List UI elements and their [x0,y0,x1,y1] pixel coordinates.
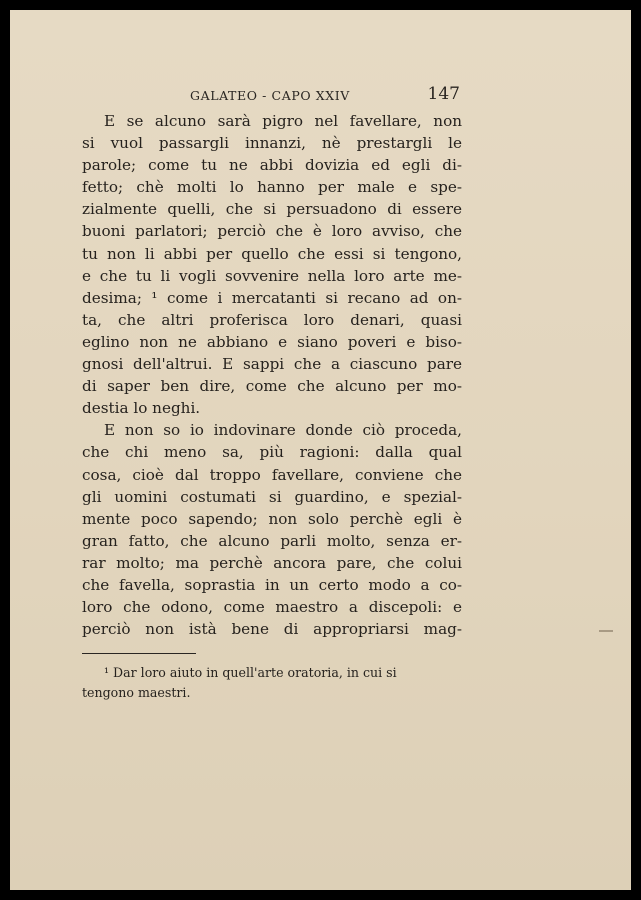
running-title: GALATEO - CAPO XXIV [190,88,350,103]
text-line: e che tu li vogli sovvenire nella loro arte me- [82,266,462,285]
book-page [10,10,631,890]
text-line: loro che odono, come maestro a discepoli: e [82,598,462,617]
text-line: che chi meno sa, più ragioni: dalla qual [82,443,462,462]
text-line: desima; ¹ come i mercatanti si recano ad on- [82,288,462,307]
text-line: buoni parlatori; perciò che è loro avviso, che [82,222,462,241]
text-line: parole; come tu ne abbi dovizia ed egli di- [82,156,462,175]
text-line: si vuol passargli innanzi, nè prestargli le [82,134,462,153]
text-line: perciò non istà bene di appropriarsi mag- [82,620,462,639]
footnote-line: ¹ Dar loro aiuto in quell'arte oratoria, in cui si [104,665,397,680]
text-line: fetto; chè molti lo hanno per male e spe- [82,178,462,197]
text-line: E non so io indovinare donde ciò proceda, [104,421,462,440]
page-edge-mark [599,630,613,632]
text-line: cosa, cioè dal troppo favellare, conviene che [82,465,462,484]
footnote-line: tengono maestri. [82,684,191,700]
page-header [70,84,460,108]
text-line: zialmente quelli, che si persuadono di essere [82,200,462,219]
text-line: tu non li abbi per quello che essi si tengono, [82,244,462,263]
footnote-divider [82,653,196,654]
text-line: mente poco sapendo; non solo perchè egli è [82,509,462,528]
text-line: che favella, soprastia in un certo modo a co- [82,575,462,594]
text-line: ta, che altri proferisca loro denari, quasi [82,310,462,329]
text-line: di saper ben dire, come che alcuno per mo- [82,377,462,396]
text-line: E se alcuno sarà pigro nel favellare, non [104,112,462,130]
text-line: gnosi dell'altrui. E sappi che a ciascuno pare [82,355,462,374]
text-line: rar molto; ma perchè ancora pare, che colui [82,553,462,572]
text-line: destia lo neghi. [82,399,201,418]
text-line: eglino non ne abbiano e siano poveri e biso- [82,332,462,351]
page-number: 147 [427,84,460,104]
text-line: gli uomini costumati si guardino, e spezial- [82,487,462,506]
footnote [82,663,460,702]
text-line: gran fatto, che alcuno parli molto, senza er- [82,531,462,550]
main-text [82,110,462,640]
